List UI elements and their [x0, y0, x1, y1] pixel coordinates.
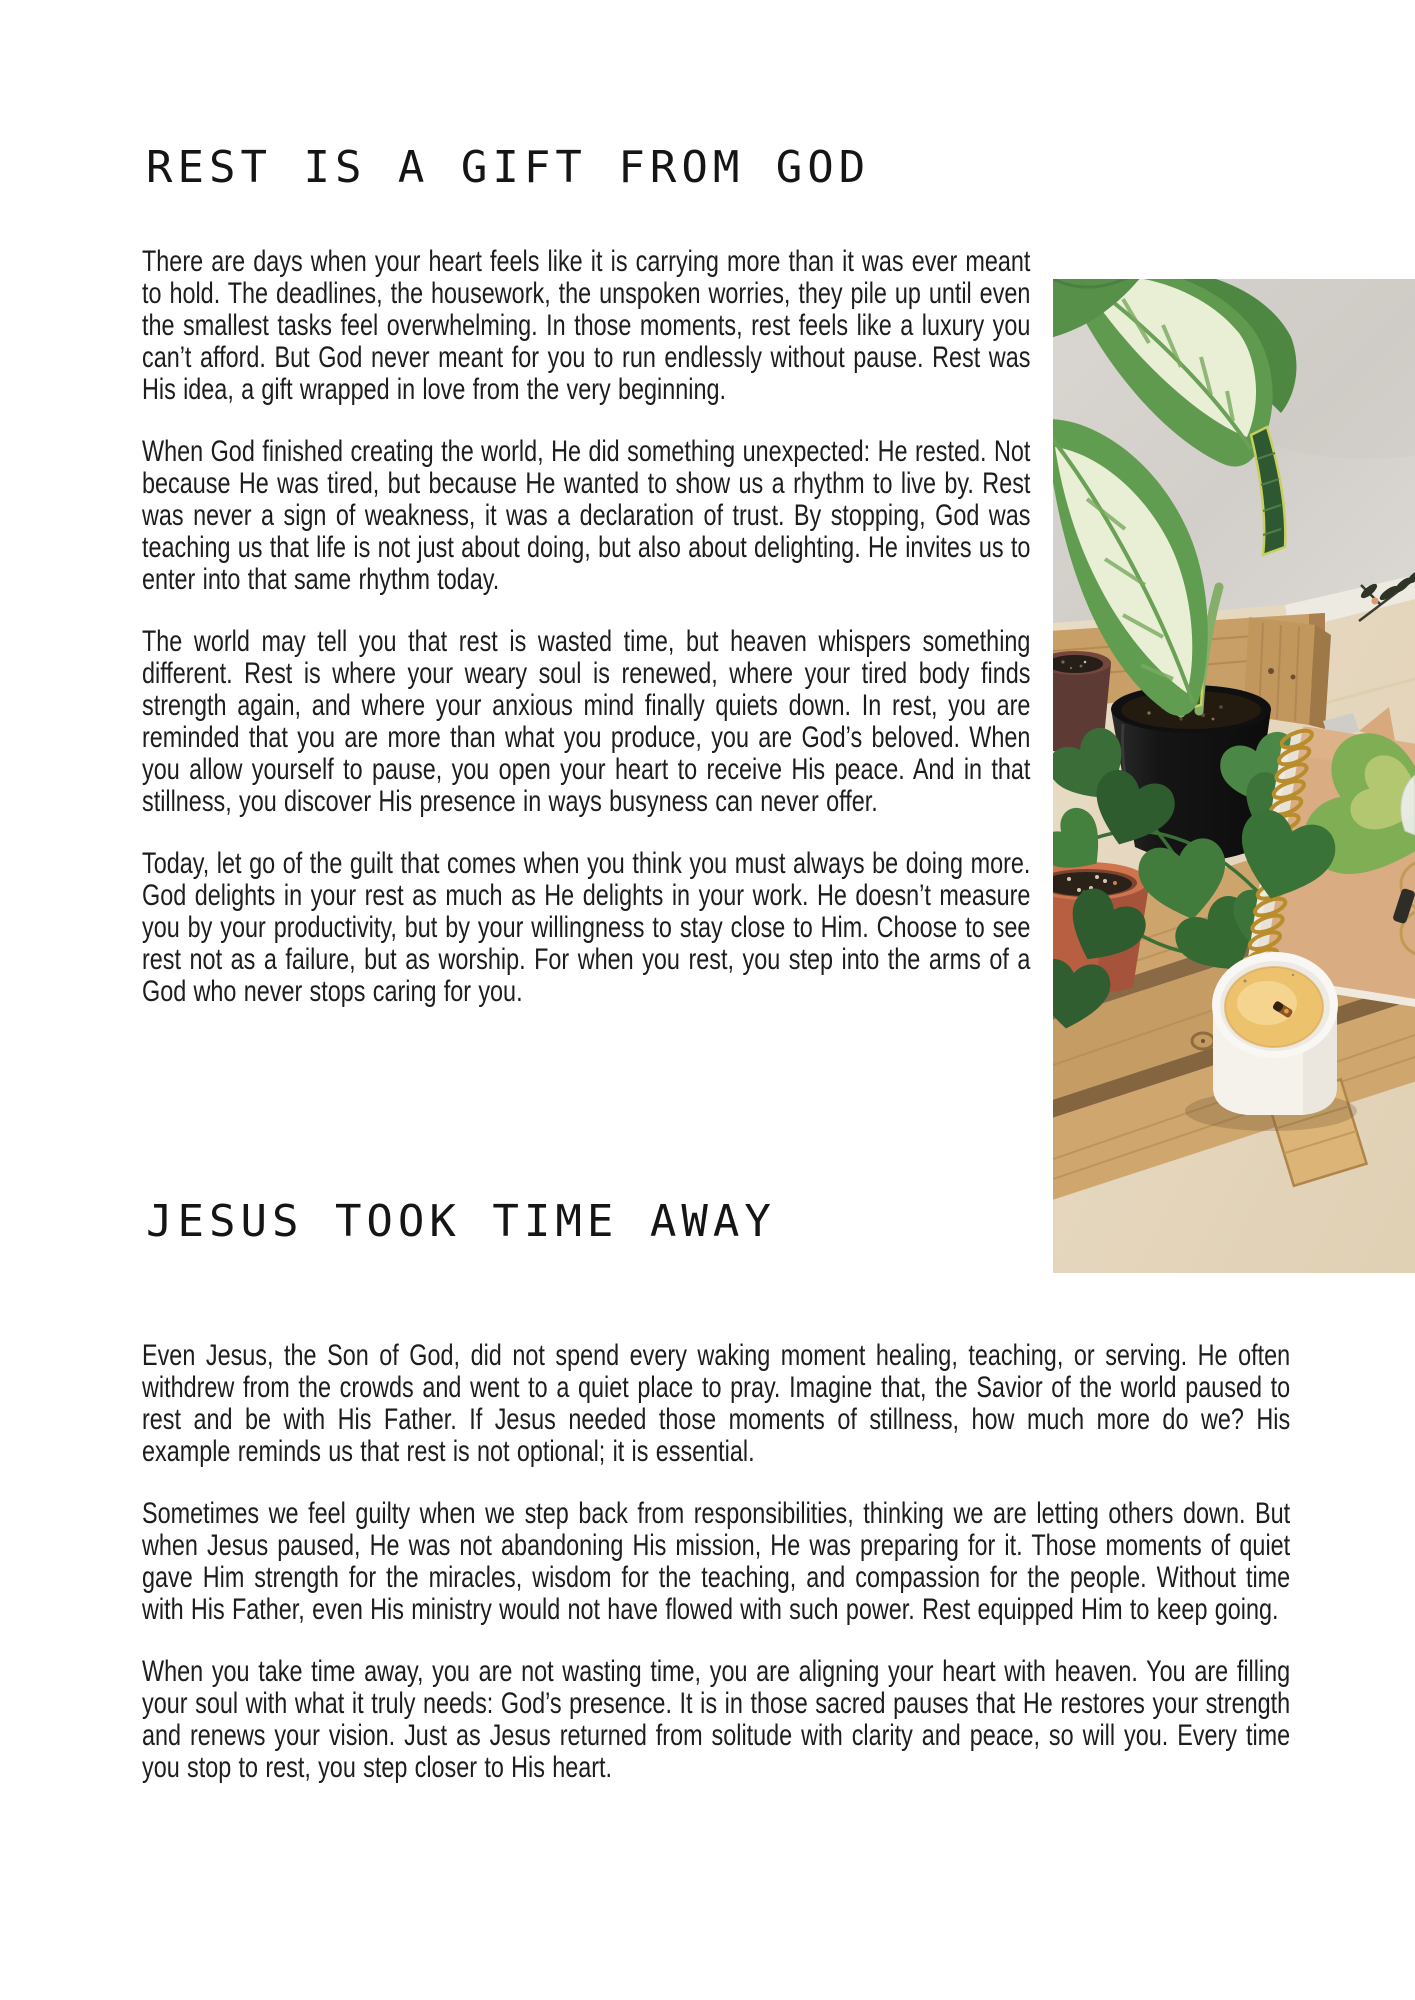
- paragraph: Today, let go of the guilt that comes when you think you must always be doing more. God delights in your rest as much as He delights in your work. He doesn’t measure you by your productivity, but by your willingness to stay close to Him. Choose to see rest not as a failure, but as worship. For when you rest, you step into the arms of a God who never stops caring for you.: [142, 847, 1031, 1008]
- paragraph: Even Jesus, the Son of God, did not spend every waking moment healing, teaching, or serving. He often withdrew from the crowds and went to a quiet place to pray. Imagine that, the Savior of the world paused to rest and be with His Father. If Jesus needed those moments of stillness, how much more do we? His example reminds us that rest is not optional; it is essential.: [142, 1339, 1291, 1468]
- paragraph: The world may tell you that rest is wasted time, but heaven whispers something different. Rest is where your weary soul is renewed, where your tired body finds strength again, and where your anxious mind finally quiets down. In rest, you are reminded that you are more than what you produce, you are God’s beloved. When you allow yourself to pause, you open your heart to receive His peace. And in that stillness, you discover His presence in ways busyness can never offer.: [142, 625, 1031, 818]
- paragraph: When God finished creating the world, He did something unexpected: He rested. Not because He was tired, but because He wanted to show us a rhythm to live by. Rest was never a sign of weakness, it was a declaration of trust. By stopping, God was teaching us that life is not just about doing, but also about delighting. He invites us to enter into that same rhythm today.: [142, 435, 1031, 596]
- paragraph: There are days when your heart feels like it is carrying more than it was ever meant to hold. The deadlines, the housework, the unspoken worries, they pile up until even the smallest tasks feel overwhelming. In those moments, rest feels like a luxury you can’t afford. But God never meant for you to run endlessly without pause. Rest was His idea, a gift wrapped in love from the very beginning.: [142, 245, 1031, 406]
- paragraph: Sometimes we feel guilty when we step back from responsibilities, thinking we are letting others down. But when Jesus paused, He was not abandoning His mission, He was preparing for it. Those moments of quiet gave Him strength for the miracles, wisdom for the teaching, and compassion for the people. Without time with His Father, even His ministry would not have flowed with such power. Rest equipped Him to keep going.: [142, 1497, 1291, 1626]
- paragraph: When you take time away, you are not wasting time, you are aligning your heart with heaven. You are filling your soul with what it truly needs: God’s presence. It is in those sacred pauses that He restores your strength and renews your vision. Just as Jesus returned from solitude with clarity and peace, so will you. Every time you stop to rest, you step closer to His heart.: [142, 1655, 1291, 1784]
- photo-plants-notebook-candle: [1053, 279, 1415, 1273]
- section-heading-rest: REST IS A GIFT FROM GOD: [146, 142, 871, 193]
- section-heading-jesus: JESUS TOOK TIME AWAY: [146, 1196, 776, 1247]
- section-jesus-body: [142, 1340, 1290, 1814]
- section-rest-body: [142, 246, 1030, 1038]
